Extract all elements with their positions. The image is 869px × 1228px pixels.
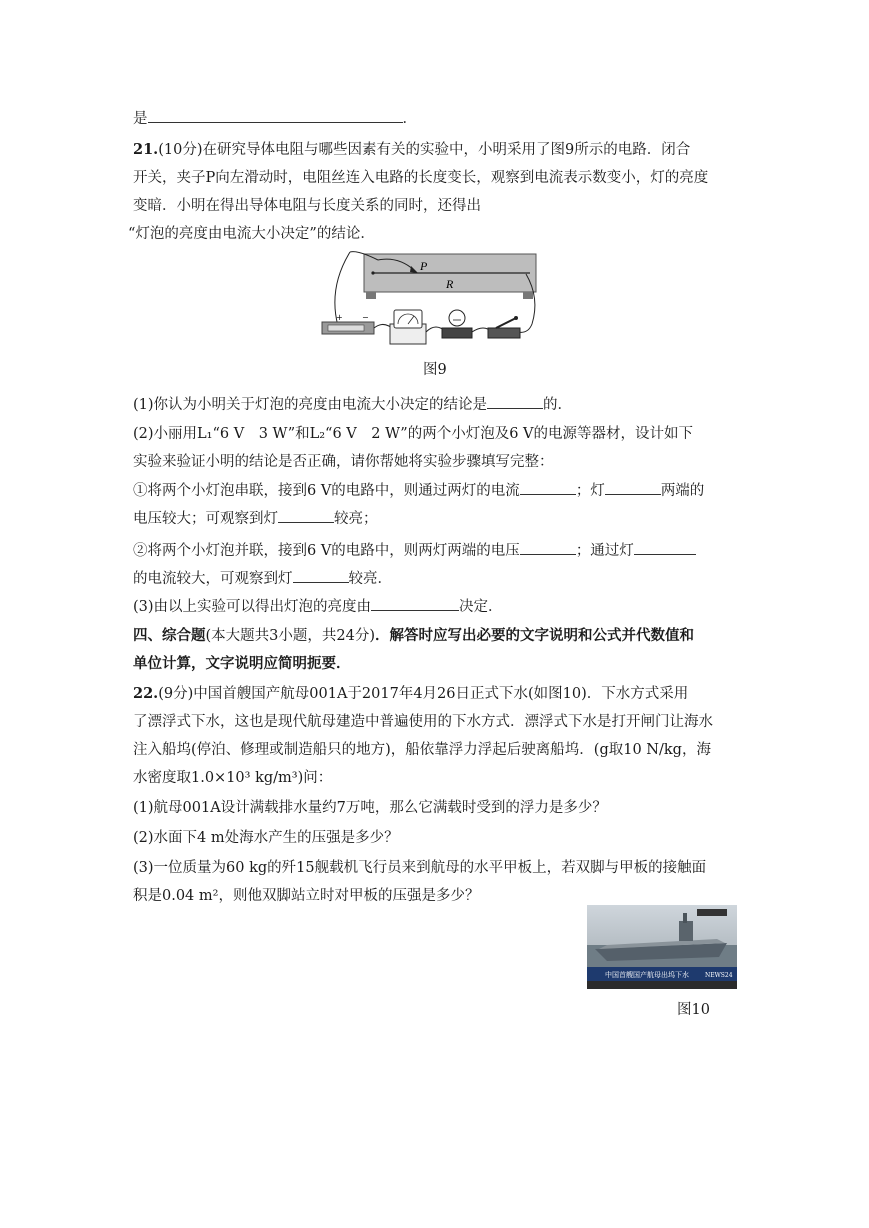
answer-blank	[148, 108, 403, 123]
battery-plus: +	[336, 313, 343, 322]
step-2-line-2: 的电流较大，可观察到灯 较亮．	[133, 568, 392, 589]
answer-blank	[487, 394, 543, 409]
q21-line-3: 变暗．小明在得出导体电阻与长度关系的同时，还得出	[133, 198, 481, 214]
lamp-holder	[442, 328, 472, 338]
step-1-line-1: ①将两个小灯泡串联，接到6 V的电路中，则通过两灯的电流 ；灯 两端的	[133, 480, 704, 501]
q22-part-2: (2)水面下4 m处海水产生的压强是多少？	[133, 830, 399, 846]
battery-minus: −	[362, 313, 369, 322]
answer-blank	[371, 596, 459, 611]
q22-part-3-line-1: (3)一位质量为60 kg的歼15舰载机飞行员来到航母的水平甲板上，若双脚与甲板的接触面	[133, 860, 707, 876]
bulb	[449, 310, 465, 326]
question-number: 21.	[133, 141, 159, 158]
answer-blank	[293, 568, 349, 583]
q21-part-3: (3)由以上实验可以得出灯泡的亮度由 决定．	[133, 596, 503, 617]
q22-part-1: (1)航母001A设计满载排水量约7万吨，那么它满载时受到的浮力是多少？	[133, 800, 607, 816]
figure-9-caption: 图9	[423, 362, 447, 378]
section-4-heading-2: 单位计算，文字说明应简明扼要．	[133, 655, 351, 672]
q21-line-4: “灯泡的亮度由电流大小决定”的结论．	[128, 226, 375, 242]
q22-line-3: 注入船坞(停泊、修理或制造船只的地方)，船依靠浮力浮起后驶离船坞．(g取10 N/kg，海	[133, 742, 711, 758]
q21-part-2-line-1: (2)小丽用L₁“6 V 3 W”和L₂“6 V 2 W”的两个小灯泡及6 V的电源等器材，设计如下	[133, 426, 694, 442]
q21-line-1: 21.(10分)在研究导体电阻与哪些因素有关的实验中，小明采用了图9所示的电路．闭合	[133, 141, 691, 158]
answer-blank	[634, 540, 696, 555]
question-number: 22.	[133, 685, 159, 702]
step-1-line-2: 电压较大；可观察到灯 较亮；	[133, 508, 378, 529]
carrier-island	[679, 921, 693, 941]
switch-base	[488, 328, 520, 338]
q22-part-3-line-2: 积是0.04 m²，则他双脚站立时对甲板的压强是多少？	[133, 888, 480, 904]
label-r: R	[446, 277, 454, 291]
q22-line-4: 水密度取1.0×10³ kg/m³)问：	[133, 770, 333, 786]
answer-blank	[278, 508, 334, 523]
label-p: P	[420, 259, 428, 273]
q21-part-1: (1)你认为小明关于灯泡的亮度由电流大小决定的结论是 的．	[133, 394, 572, 415]
news-logo: NEWS24	[705, 972, 733, 979]
answer-blank	[520, 480, 576, 495]
q21-part-2-line-2: 实验来验证小明的结论是否正确，请你帮她将实验步骤填写完整：	[133, 454, 554, 470]
board-leg	[366, 292, 376, 299]
step-2-line-1: ②将两个小灯泡并联，接到6 V的电路中，则两灯两端的电压 ；通过灯	[133, 540, 696, 561]
ammeter	[394, 310, 422, 328]
news-banner-text: 中国首艘国产航母出坞下水	[605, 971, 689, 979]
q22-line-1: 22.(9分)中国首艘国产航母001A于2017年4月26日正式下水(如图10)．下水方式采用	[133, 685, 689, 702]
answer-blank	[605, 480, 661, 495]
board-leg	[523, 292, 533, 299]
figure-10-caption: 图10	[677, 1002, 710, 1018]
switch-lever	[496, 318, 516, 328]
answer-line-prev: 是 ．	[133, 108, 417, 129]
section-4-heading: 四、综合题(本大题共3小题，共24分)．解答时应写出必要的文字说明和公式并代数值和	[133, 627, 694, 644]
carrier-photo	[587, 905, 737, 989]
answer-blank	[520, 540, 576, 555]
q21-line-2: 开关，夹子P向左滑动时，电阻丝连入电路的长度变长，观察到电流表示数变小，灯的亮度	[133, 170, 709, 186]
circuit-diagram	[318, 248, 548, 348]
q22-line-2: 了漂浮式下水，这也是现代航母建造中普遍使用的下水方式．漂浮式下水是打开闸门让海水	[133, 714, 713, 730]
